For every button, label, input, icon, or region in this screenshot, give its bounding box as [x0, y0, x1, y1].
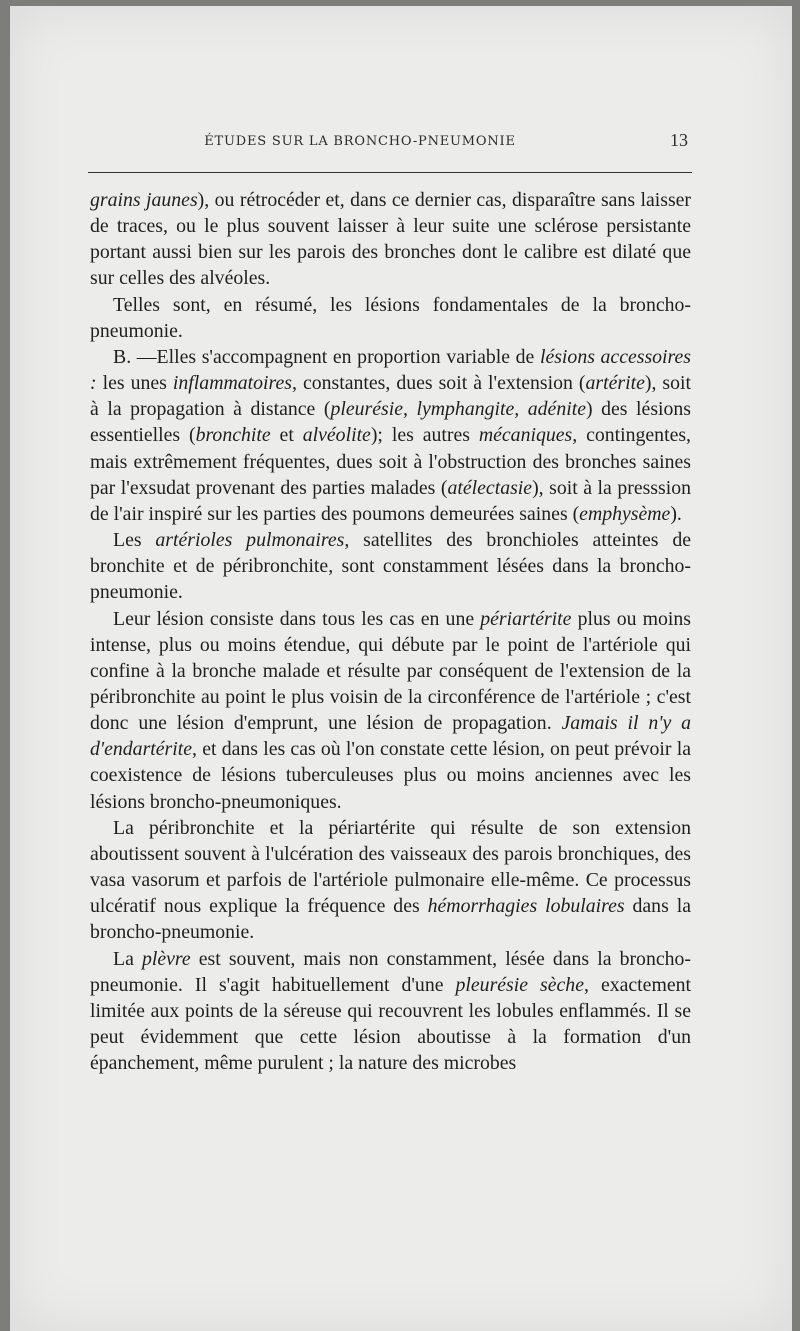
italic-text: emphysème [579, 502, 671, 525]
text-run: ); les autres [370, 424, 479, 447]
paragraph-1 [90, 187, 691, 292]
text-run: , contingentes, mais extrêmement fréquentes, dues soit à l'obstruction des bronches saines par l'exsudat provenant des parties malades ( [90, 424, 691, 499]
text-run: Telles sont, en résumé, les lésions fondamentales de la broncho-pneumonie. [90, 293, 691, 342]
text-run: ), soit à la presssion de l'air inspiré sur les parties des poumons demeurées saines ( [90, 476, 691, 525]
text-run: ), ou rétrocéder et, dans ce dernier cas, disparaître sans laisser de traces, ou le plus souvent laisser à leur suite une sclérose persistante portant aussi bien sur les parois des bronches dont le calibre est dilaté que sur celles des alvéoles. [90, 189, 692, 290]
page-header [80, 130, 692, 154]
text-run: , constantes, dues soit à l'extension ( [291, 372, 586, 395]
text-run: , satellites des bronchioles atteintes de bronchite et de péribronchite, sont constamment lésées dans la broncho-pneumonie. [90, 529, 691, 604]
paragraph-6 [90, 815, 691, 946]
italic-text: lésions accessoires : [90, 345, 691, 395]
italic-text: hémorrhagies lobulaires [427, 895, 625, 918]
paragraph-3 [90, 344, 691, 527]
text-run: Les [113, 529, 156, 552]
text-run: Leur lésion consiste dans tous les cas en une [113, 607, 481, 630]
paragraph-5 [90, 606, 691, 815]
running-title: ÉTUDES SUR LA BRONCHO-PNEUMONIE [204, 134, 516, 149]
italic-text: grains jaunes [90, 189, 198, 211]
italic-text: Jamais il n'y a d'endartérite [90, 712, 691, 761]
italic-text: bronchite [195, 424, 271, 447]
text-run: ) des lésions essentielles ( [90, 398, 691, 447]
italic-text: périartérite [480, 607, 572, 630]
text-run: plus ou moins intense, plus ou moins étendue, qui débute par le point de l'artériole qui confine à la bronche malade et résulte par conséquent de l'extension de la péribronchite au point le plus voisin de la circonférence de l'artériole ; c'est donc une lésion d'emprunt, une lésion de propagation. [90, 607, 691, 735]
header-rule [88, 172, 692, 173]
text-run: dans la broncho-pneumonie. [90, 895, 691, 944]
text-run: et [270, 424, 303, 447]
italic-text: inflammatoires [172, 372, 292, 395]
body-text [90, 187, 691, 1076]
italic-text: plèvre [141, 947, 191, 970]
text-run: , exactement limitée aux points de la séreuse qui recouvrent les lobules enflammés. Il se peut évidemment que cette lésion aboutisse à la formation d'un épanchement, même purulent ; la nature des microbes [90, 973, 692, 1075]
paragraph-7 [90, 946, 691, 1077]
paragraph-4 [90, 527, 691, 605]
text-run: les unes [96, 372, 173, 395]
text-run: La [113, 947, 142, 970]
italic-text: artérite [585, 372, 645, 395]
text-run: est souvent, mais non constamment, lésée dans la broncho-pneumonie. Il s'agit habituellement d'une [90, 947, 691, 996]
text-run: La péribronchite et la périartérite qui résulte de son extension aboutissent souvent à l'ulcération des vaisseaux des parois bronchiques, des vasa vasorum et parfois de l'artériole pulmonaire elle-même. Ce processus ulcératif nous explique la fréquence des [90, 816, 691, 918]
text-run: , et dans les cas où l'on constate cette lésion, on peut prévoir la coexistence de lésions tuberculeuses plus ou moins anciennes avec les lésions broncho-pneumoniques. [90, 738, 691, 813]
text-run: ). [670, 502, 682, 525]
text-run: B. —Elles s'accompagnent en proportion variable de [113, 345, 540, 368]
italic-text: atélectasie [447, 476, 533, 499]
italic-text: pleurésie sèche [455, 973, 584, 996]
paragraph-2 [90, 292, 691, 344]
italic-text: artérioles pulmonaires [155, 529, 345, 552]
text-run: ), soit à la propagation à distance ( [90, 372, 691, 421]
page-number: 13 [670, 130, 688, 150]
italic-text: mécaniques [478, 424, 573, 447]
italic-text: pleurésie, lymphangite, adénite [330, 398, 586, 421]
italic-text: alvéolite [302, 424, 371, 447]
